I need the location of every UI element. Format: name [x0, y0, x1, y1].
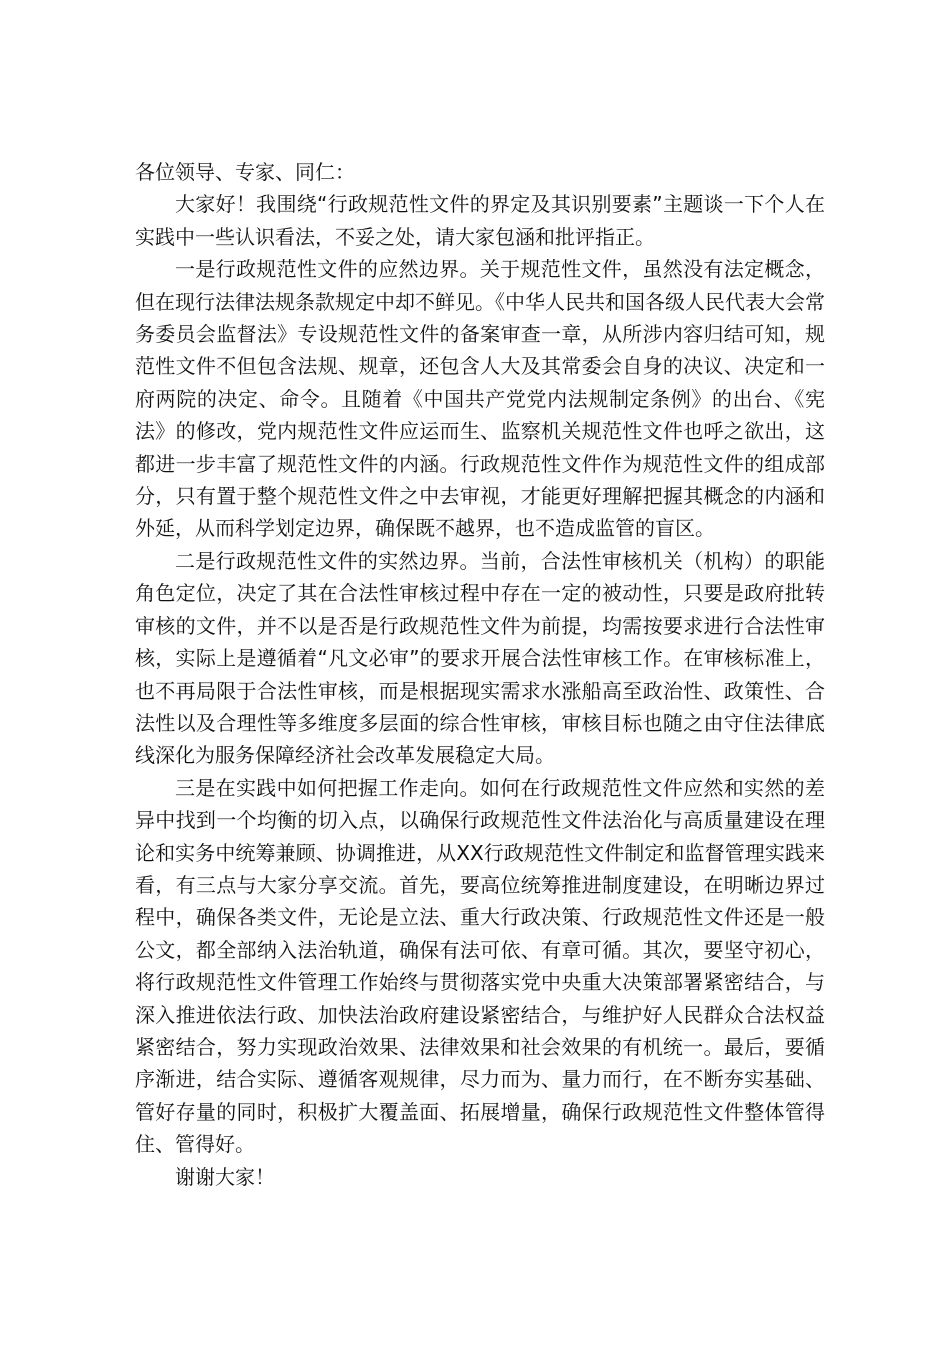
- paragraph-point-one: 一是行政规范性文件的应然边界。关于规范性文件，虽然没有法定概念，但在现行法律法规条款规定中却不鲜见。《中华人民共和国各级人民代表大会常务委员会监督法》专设规范性文件的备案审查一章，从所涉内容归结可知，规范性文件不但包含法规、规章，还包含人大及其常委会自身的决议、决定和一府两院的决定、命令。且随着《中国共产党党内法规制定条例》的出台、《宪法》的修改，党内规范性文件应运而生、监察机关规范性文件也呼之欲出，这都进一步丰富了规范性文件的内涵。行政规范性文件作为规范性文件的组成部分，只有置于整个规范性文件之中去审视，才能更好理解把握其概念的内涵和外延，从而科学划定边界，确保既不越界，也不造成监管的盲区。: [135, 257, 825, 541]
- salutation: 各位领导、专家、同仁：: [135, 160, 355, 184]
- paragraph-closing: 谢谢大家！: [175, 1164, 275, 1189]
- paragraph-point-three: 三是在实践中如何把握工作走向。如何在行政规范性文件应然和实然的差异中找到一个均衡的切入点，以确保行政规范性文件法治化与高质量建设在理论和实务中统筹兼顾、协调推进，从XX行政规范性文件制定和监督管理实践来看，有三点与大家分享交流。首先，要高位统筹推进制度建设，在明晰边界过程中，确保各类文件，无论是立法、重大行政决策、行政规范性文件还是一般公文，都全部纳入法治轨道，确保有法可依、有章可循。其次，要坚守初心，将行政规范性文件管理工作始终与贯彻落实党中央重大决策部署紧密结合，与深入推进依法行政、加快法治政府建设紧密结合，与维护好人民群众合法权益紧密结合，努力实现政治效果、法律效果和社会效果的有机统一。最后，要循序渐进，结合实际、遵循客观规律，尽力而为、量力而行，在不断夯实基础、管好存量的同时，积极扩大覆盖面、拓展增量，确保行政规范性文件整体管得住、管得好。: [135, 775, 825, 1157]
- paragraph-opening: 大家好！我围绕“行政规范性文件的界定及其识别要素”主题谈一下个人在实践中一些认识看法，不妥之处，请大家包涵和批评指正。: [135, 192, 825, 249]
- document-body: [135, 156, 825, 1193]
- paragraph-point-two: 二是行政规范性文件的实然边界。当前，合法性审核机关（机构）的职能角色定位，决定了其在合法性审核过程中存在一定的被动性，只要是政府批转审核的文件，并不以是否是行政规范性文件为前提，均需按要求进行合法性审核，实际上是遵循着“凡文必审”的要求开展合法性审核工作。在审核标准上，也不再局限于合法性审核，而是根据现实需求水涨船高至政治性、政策性、合法性以及合理性等多维度多层面的综合性审核，审核目标也随之由守住法律底线深化为服务保障经济社会改革发展稳定大局。: [135, 548, 825, 768]
